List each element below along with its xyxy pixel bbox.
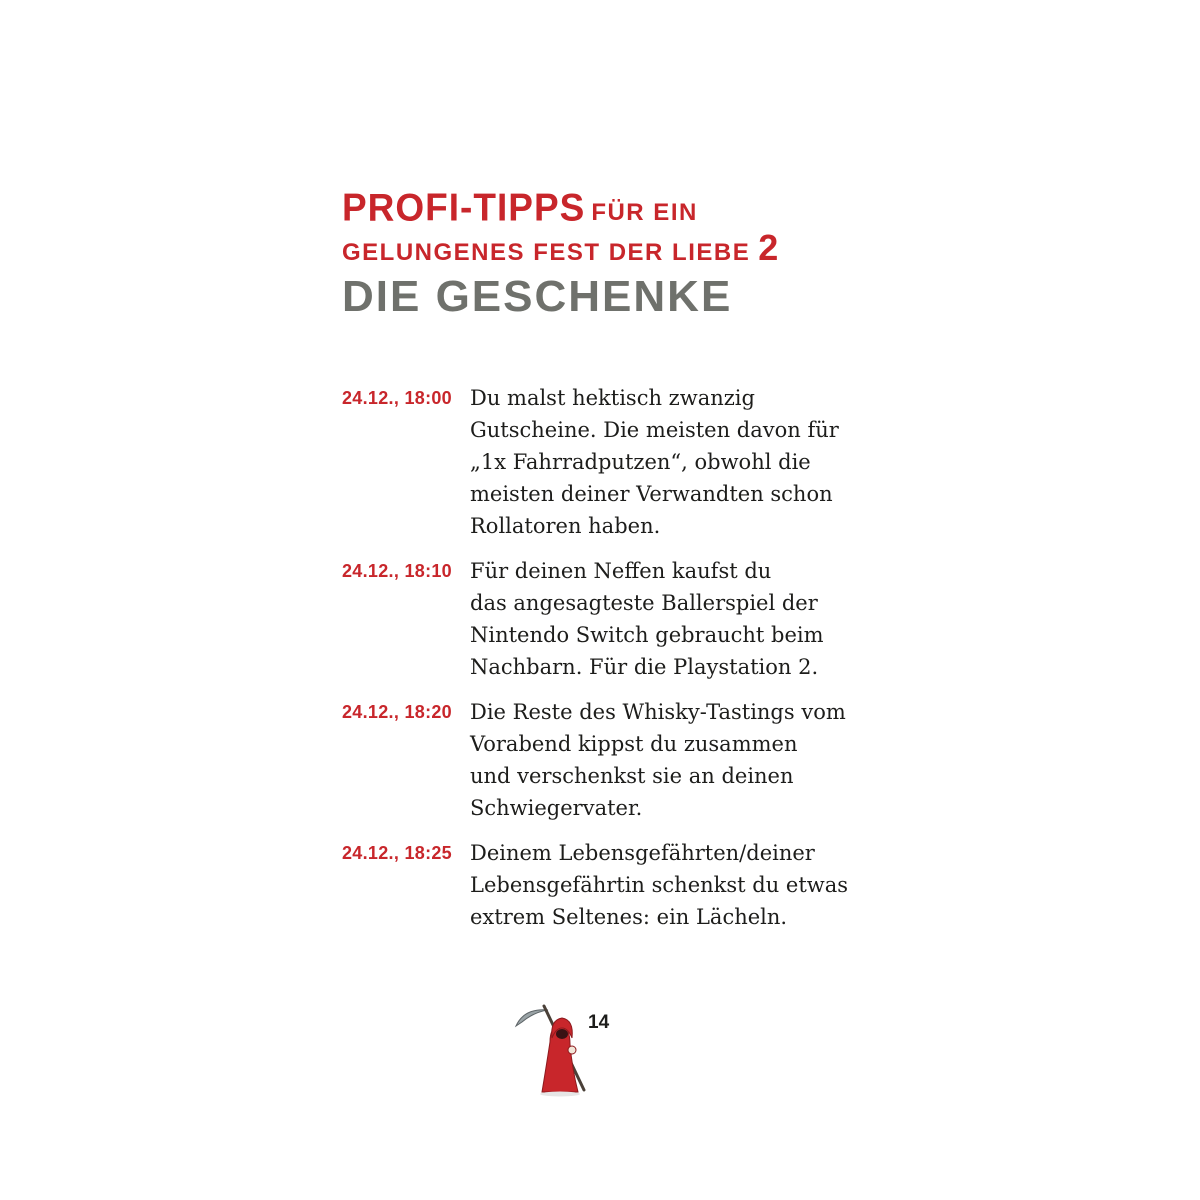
entry-time: 24.12., 18:10	[342, 561, 452, 581]
heading-line-1	[342, 186, 862, 230]
heading-fest-der-liebe: GELUNGENES FEST DER LIEBE	[342, 239, 751, 266]
entry-text: Deinem Lebensgefährten/deiner Lebensgefährtin schenkst du etwas extrem Seltenes: ein Lächeln.	[470, 841, 849, 929]
entry-text: Für deinen Neffen kaufst du das angesagteste Ballerspiel der Nintendo Switch gebraucht beim Nachbarn. Für die Playstation 2.	[470, 559, 824, 679]
entry-time: 24.12., 18:20	[342, 702, 452, 722]
list-item	[342, 555, 902, 683]
heading-number: 2	[758, 227, 779, 268]
list-item	[342, 837, 902, 933]
entry-text: Du malst hektisch zwanzig Gutscheine. Die meisten davon für „1x Fahrradputzen“, obwohl die meisten deiner Verwandten schon Rollatoren haben.	[470, 386, 839, 538]
page-number: 14	[588, 1012, 610, 1033]
heading-die-geschenke: DIE GESCHENKE	[342, 272, 733, 321]
heading-fuer-ein: FÜR EIN	[591, 199, 698, 226]
entry-time: 24.12., 18:25	[342, 843, 452, 863]
entry-text: Die Reste des Whisky-Tastings vom Vorabend kippst du zusammen und verschenkst sie an deinen Schwiegervater.	[470, 700, 846, 820]
list-item	[342, 382, 902, 542]
page-footer	[510, 998, 630, 1098]
grim-reaper-icon	[510, 998, 600, 1098]
heading-profi-tipps: PROFI-TIPPS	[342, 185, 586, 229]
entry-time: 24.12., 18:00	[342, 388, 452, 408]
heading-line-2	[342, 227, 862, 268]
list-item	[342, 696, 902, 824]
chapter-heading	[342, 186, 862, 322]
entry-list	[342, 382, 902, 946]
